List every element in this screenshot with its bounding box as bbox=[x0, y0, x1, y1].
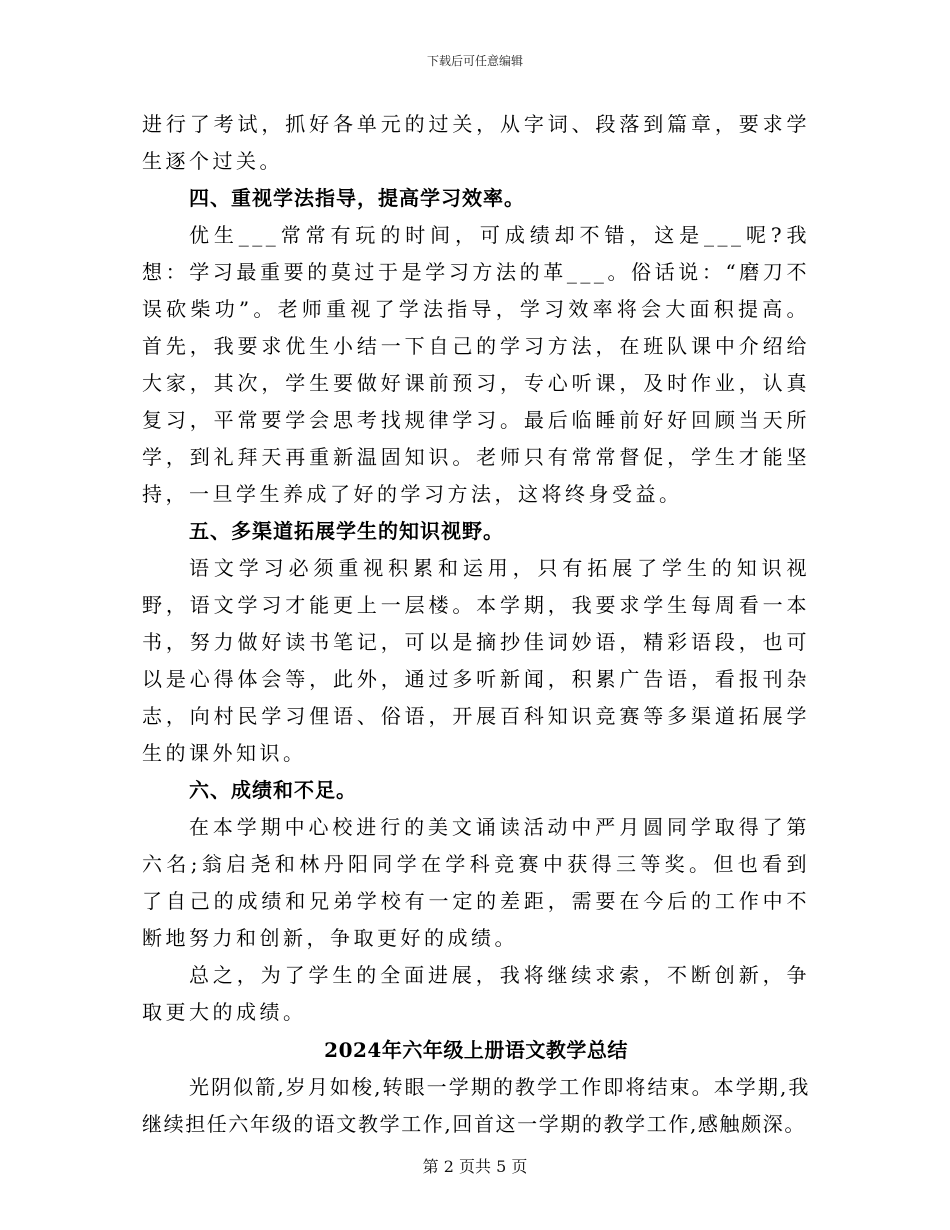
paragraph-knowledge-horizons: 语文学习必须重视积累和运用，只有拓展了学生的知识视野，语文学习才能更上一层楼。本学期，我要求学生每周看一本书，努力做好读书笔记，可以是摘抄佳词妙语，精彩语段，也可以是心得体会等，此外，通过多听新闻，积累广告语，看报刊杂志，向村民学习俚语、俗语，开展百科知识竞赛等多渠道拓展学生的课外知识。 bbox=[142, 556, 810, 765]
paragraph-results: 在本学期中心校进行的美文诵读活动中严月圆同学取得了第六名;翁启尧和林丹阳同学在学科竞赛中获得三等奖。但也看到了自己的成绩和兄弟学校有一定的差距，需要在今后的工作中不断地努力和创新，争取更好的成绩。 bbox=[142, 815, 810, 950]
page-header: 下载后可任意编辑 bbox=[426, 54, 523, 68]
document-title: 2024年六年级上册语文教学总结 bbox=[324, 1038, 628, 1062]
section-heading-5: 五、多渠道拓展学生的知识视野。 bbox=[189, 519, 504, 543]
document-body bbox=[142, 106, 810, 1143]
paragraph-summary: 总之，为了学生的全面进展，我将继续求索，不断创新，争取更大的成绩。 bbox=[142, 963, 810, 1024]
section-heading-6: 六、成绩和不足。 bbox=[189, 778, 357, 802]
page-footer: 第 2 页共 5 页 bbox=[422, 1157, 528, 1176]
paragraph-intro: 光阴似箭,岁月如梭,转眼一学期的教学工作即将结束。本学期,我继续担任六年级的语文教学工作,回首这一学期的教学工作,感触颇深。 bbox=[142, 1075, 810, 1136]
section-heading-4: 四、重视学法指导，提高学习效率。 bbox=[189, 186, 525, 210]
paragraph-study-methods: 优生___常常有玩的时间，可成绩却不错，这是___呢?我想：学习最重要的莫过于是学习方法的革___。俗话说：“磨刀不误砍柴功”。老师重视了学法指导，学习效率将会大面积提高。首先，我要求优生小结一下自己的学习方法，在班队课中介绍给大家，其次，学生要做好课前预习，专心听课，及时作业，认真复习，平常要学会思考找规律学习。最后临睡前好好回顾当天所学，到礼拜天再重新温固知识。老师只有常常督促，学生才能坚持，一旦学生养成了好的学习方法，这将终身受益。 bbox=[142, 223, 810, 506]
paragraph-continuation: 进行了考试，抓好各单元的过关，从字词、段落到篇章，要求学生逐个过关。 bbox=[142, 112, 810, 173]
